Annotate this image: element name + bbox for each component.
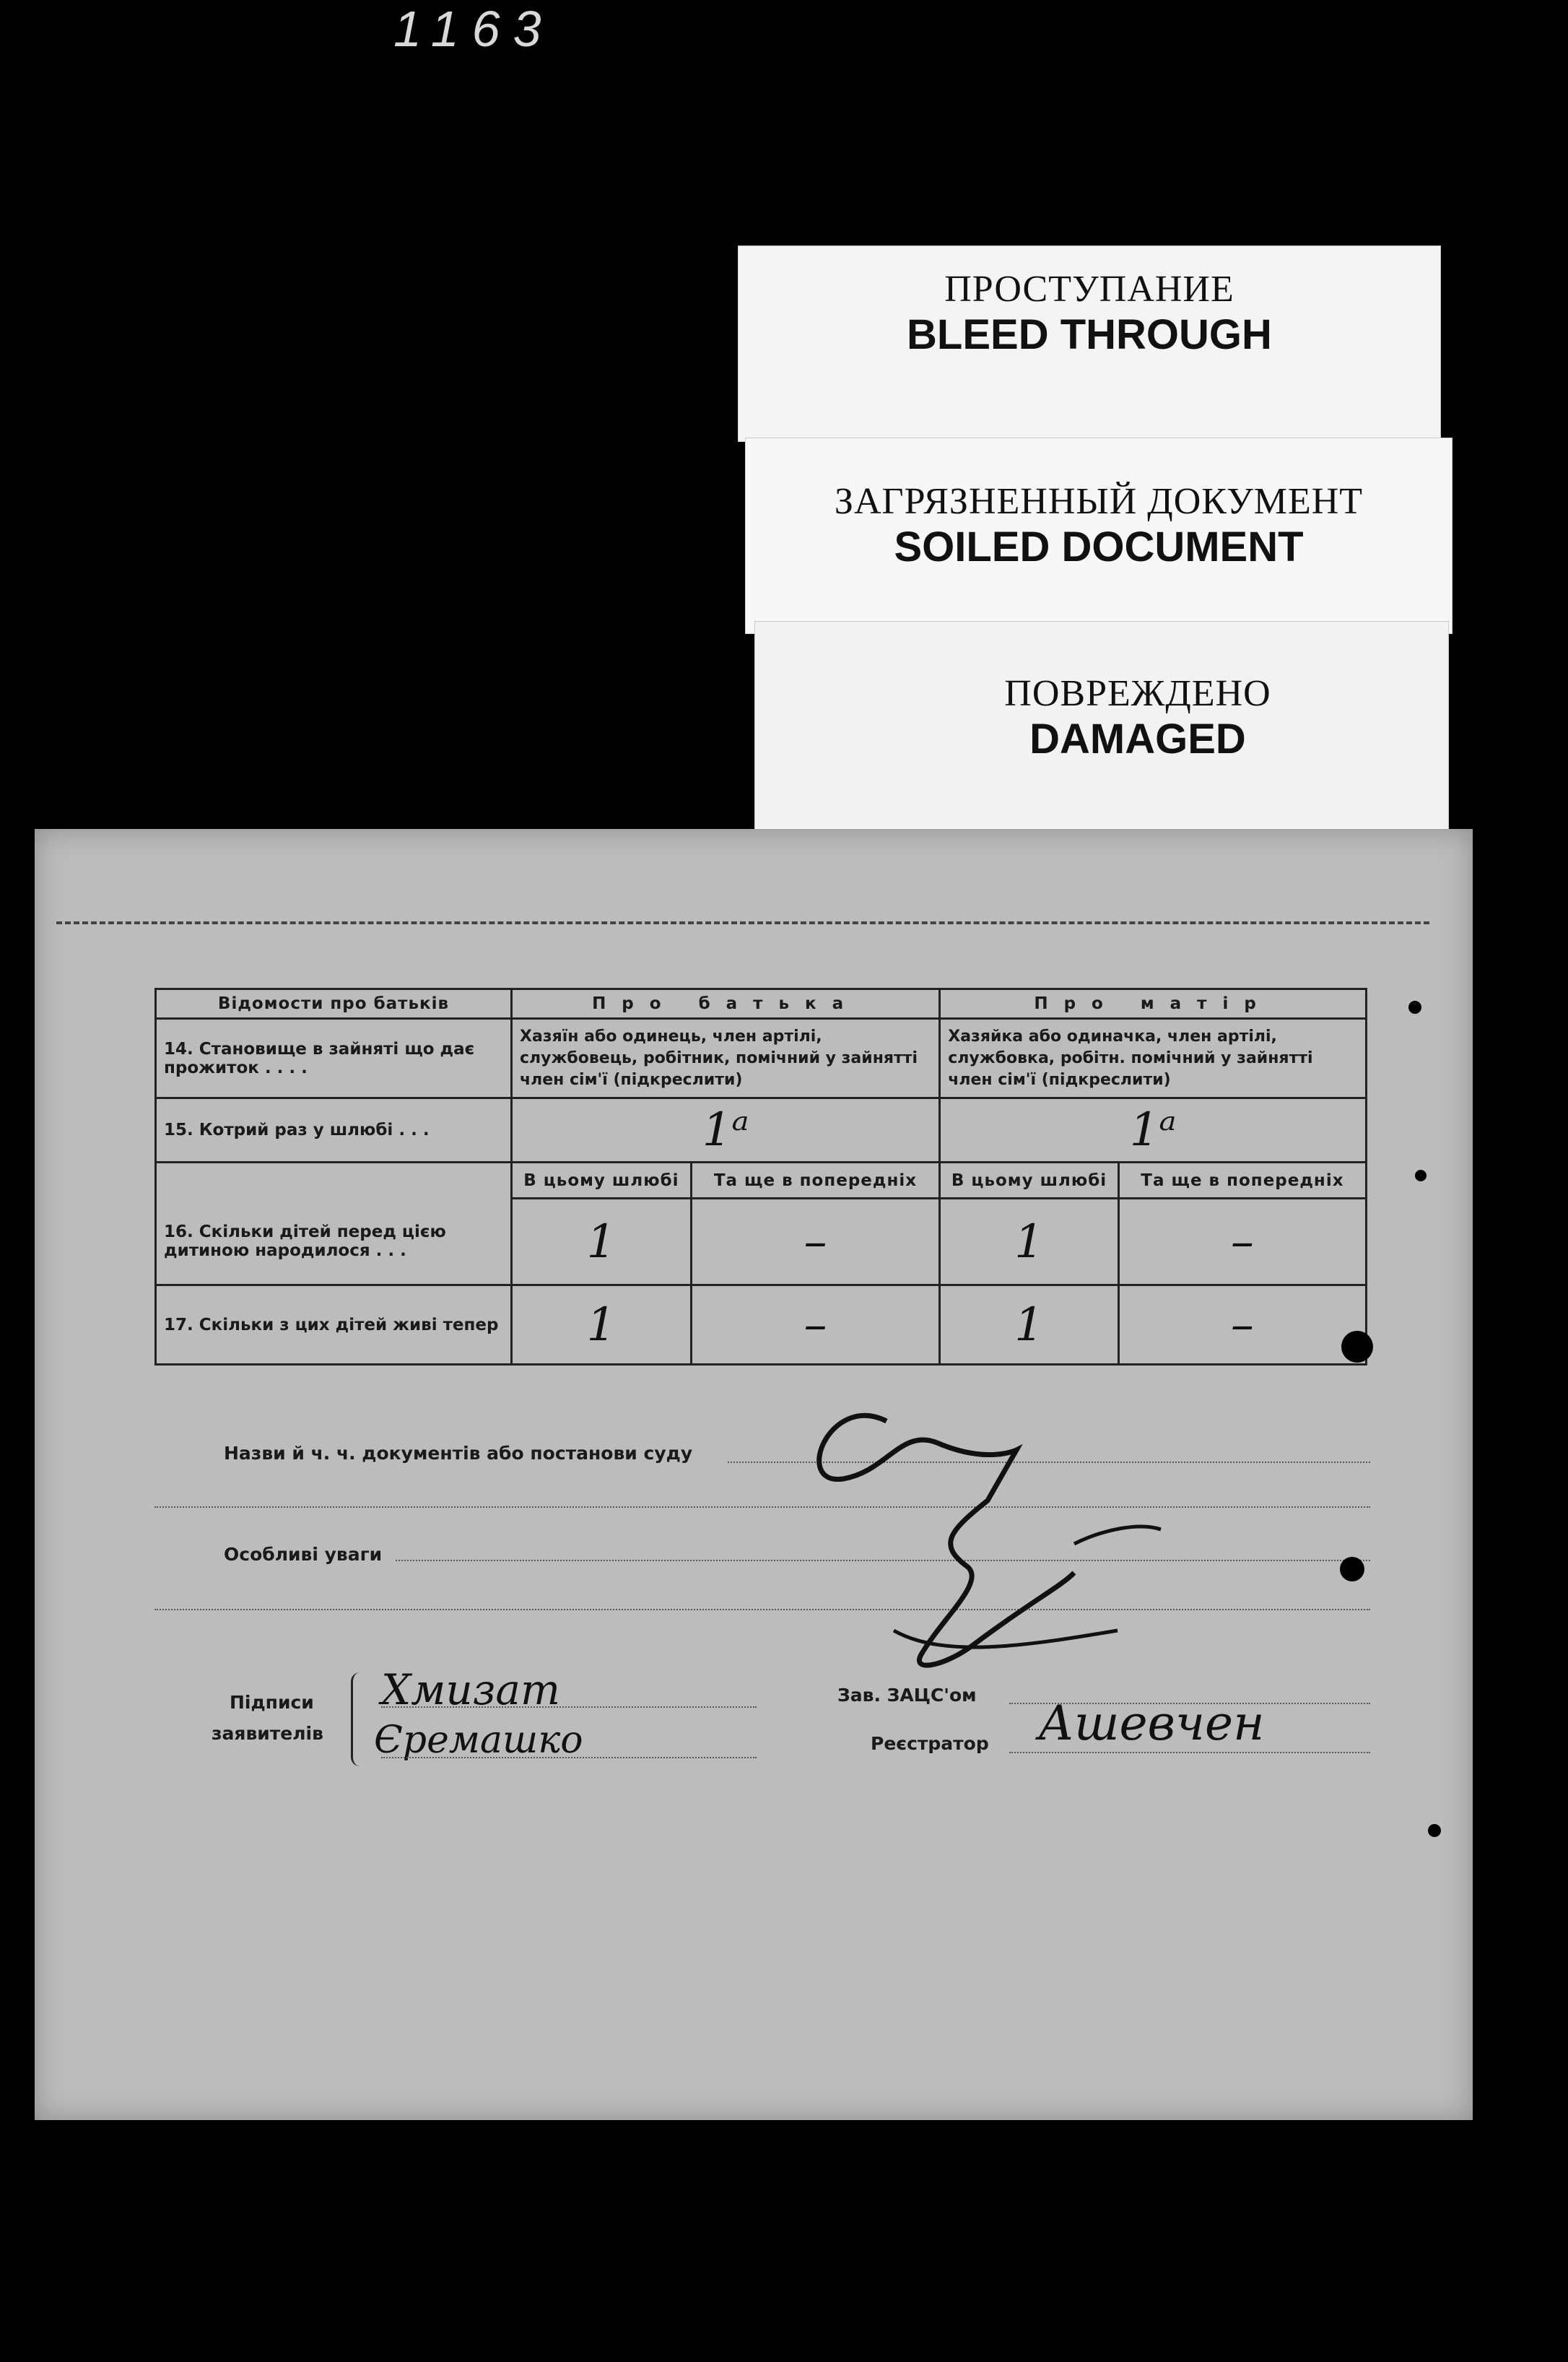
row16-m-prev: – [1118,1199,1366,1285]
bleed-through-label [738,246,1441,442]
applicant-signature-1: Хмизат [381,1665,560,1714]
dashed-cut-line [56,921,1429,924]
row17-label: 17. Скільки з цих дітей живі тепер [156,1285,512,1365]
registrar-signature: Ашевчен [1038,1695,1265,1751]
label-en: BLEED THROUGH [907,311,1272,358]
soiled-document-label [745,438,1452,634]
signatures-label-2: заявителів [212,1723,323,1744]
row16-m-this: 1 [940,1199,1119,1285]
row16-f-prev: – [691,1199,940,1285]
header-mother: Про матір [940,989,1367,1019]
strike-through-mark [800,1399,1262,1724]
frame-number: 1163 [393,1,554,57]
row14-mother: Хазяйка або одиначка, член артілі, службовка, робітн. помічний у зайнятті член сім'ї (підкреслити) [940,1019,1367,1098]
signatures-label-1: Підписи [230,1692,314,1713]
label-ru: ЗАГРЯЗНЕННЫЙ ДОКУМЕНТ [834,481,1364,522]
header-col0: Відомости про батьків [156,989,512,1019]
sig2-dotline [381,1757,757,1758]
header-father: Про батька [512,989,940,1019]
record-sheet [35,829,1473,2120]
punch-hole [1428,1824,1441,1837]
registrar-dotline [1009,1752,1370,1753]
label-en: DAMAGED [1029,716,1246,763]
punch-hole [1340,1557,1364,1581]
remarks-label: Особливі уваги [224,1544,383,1565]
subheader-mother-prev: Та ще в попередніх [1118,1163,1366,1199]
row17-m-prev: – [1118,1285,1366,1365]
punch-hole [1341,1331,1373,1363]
row14-father: Хазяїн або одинець, член артілі, службовець, робітник, помічний у зайнятті член сім'ї (підкреслити) [512,1019,940,1098]
subheader-mother-this: В цьому шлюбі [940,1163,1119,1199]
zags-label: Зав. ЗАЦС'ом [837,1685,977,1706]
label-en: SOILED DOCUMENT [894,524,1304,570]
punch-hole [1408,1001,1421,1014]
parents-info-table [154,988,1367,1365]
signature-brace [351,1672,369,1766]
documents-label: Назви й ч. ч. документів або постанови суду [224,1443,693,1464]
punch-hole [1415,1170,1427,1181]
row14-label: 14. Становище в зайняті що дає прожиток . . . . [156,1019,512,1098]
applicant-signature-2: Єремашко [374,1719,583,1762]
row17-f-prev: – [691,1285,940,1365]
row15-mother: 1ᵃ [940,1098,1367,1163]
label-ru: ПОВРЕЖДЕНО [1004,673,1271,714]
damaged-label [754,621,1449,835]
row16-label: 16. Скільки дітей перед цією дитиною народилося . . . [156,1199,512,1285]
row17-f-this: 1 [512,1285,692,1365]
row16-f-this: 1 [512,1199,692,1285]
sig1-dotline [381,1706,757,1708]
subheader-father-prev: Та ще в попередніх [691,1163,940,1199]
row17-m-this: 1 [940,1285,1119,1365]
row15-label: 15. Котрий раз у шлюбі . . . [156,1098,512,1163]
subheader-father-this: В цьому шлюбі [512,1163,692,1199]
registrar-label: Реєстратор [871,1733,989,1754]
row16-spacer [156,1163,512,1199]
label-ru: ПРОСТУПАНИЕ [944,269,1234,310]
row15-father: 1ᵃ [512,1098,940,1163]
